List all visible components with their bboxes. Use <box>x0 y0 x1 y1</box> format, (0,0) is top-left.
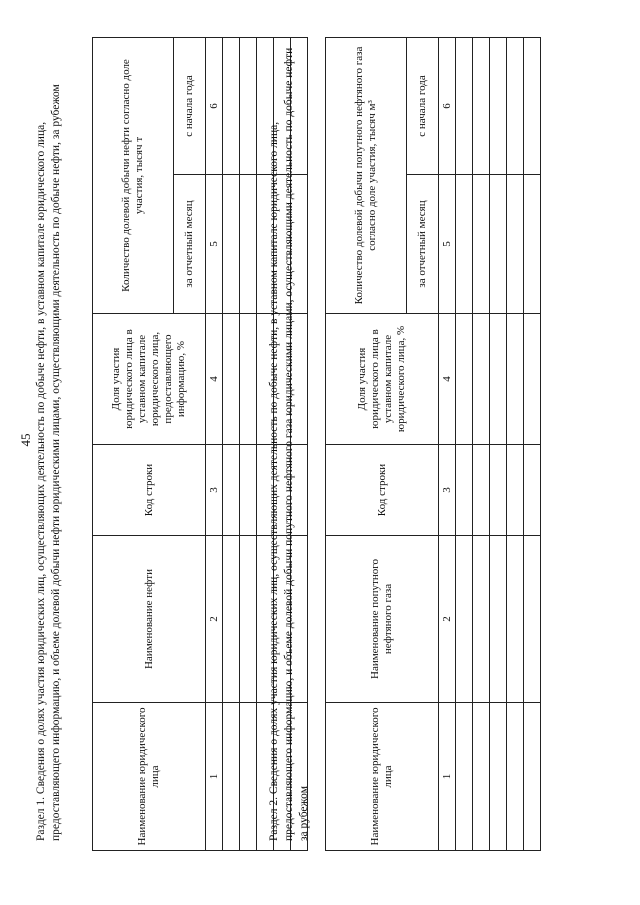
column-header-name: Наименование юридического лица <box>326 703 439 851</box>
table-cell <box>473 314 490 445</box>
section-2-heading: Раздел 2. Сведения о долях участия юридических лиц, осуществляющих деятельность по добыче нефти, в уставном капитале юридического лица, предоставляющего информацию, и объеме долевой добычи попутного нефтяного газа юридическими лицами, осуществляющими деятельность по добыче нефти за рубежом <box>268 47 310 841</box>
column-number-row <box>206 38 223 851</box>
column-header-volume: Количество долевой добычи нефти согласно доле участия, тысяч т <box>93 38 174 314</box>
column-number: 3 <box>439 445 456 536</box>
column-number: 4 <box>206 314 223 445</box>
table-cell <box>473 445 490 536</box>
column-header-product: Наименование нефти <box>93 536 206 703</box>
table-cell <box>223 175 240 314</box>
column-header-share: Доля участия юридического лица в уставном капитале юридического лица, предоставляющего информацию, % <box>93 314 206 445</box>
table-cell <box>456 175 473 314</box>
table-cell <box>223 445 240 536</box>
table-cell <box>240 175 257 314</box>
column-header-month: за отчетный месяц <box>174 175 206 314</box>
table-cell <box>507 703 524 851</box>
table-cell <box>240 703 257 851</box>
table-header-row <box>326 38 407 851</box>
column-number: 5 <box>206 175 223 314</box>
column-header-code: Код строки <box>326 445 439 536</box>
section-1-heading: Раздел 1. Сведения о долях участия юридических лиц, осуществляющих деятельность по добыче нефти, в уставном капитале юридического лица, предоставляющего информацию, и объеме долевой добычи нефти юридическими лицами, осуществляющими деятельность по добыче нефти, за рубежом <box>35 84 62 841</box>
column-header-name: Наименование юридического лица <box>93 703 206 851</box>
column-header-month: за отчетный месяц <box>407 175 439 314</box>
section-2-table <box>325 37 541 851</box>
table-cell <box>473 175 490 314</box>
table-cell <box>507 445 524 536</box>
table-row <box>456 38 473 851</box>
column-number: 3 <box>206 445 223 536</box>
column-number: 1 <box>206 703 223 851</box>
column-header-code: Код строки <box>93 445 206 536</box>
table-row <box>223 38 240 851</box>
table-cell <box>524 175 541 314</box>
table-cell <box>507 314 524 445</box>
table-cell <box>524 314 541 445</box>
table-cell <box>223 536 240 703</box>
table-cell <box>456 536 473 703</box>
table-cell <box>507 38 524 175</box>
table-cell <box>490 314 507 445</box>
table-cell <box>456 445 473 536</box>
table-cell <box>507 175 524 314</box>
table-header-row <box>93 38 174 851</box>
table-cell <box>490 445 507 536</box>
table-cell <box>223 703 240 851</box>
column-number: 2 <box>439 536 456 703</box>
table-cell <box>240 314 257 445</box>
table-cell <box>490 703 507 851</box>
column-number: 4 <box>439 314 456 445</box>
column-header-share: Доля участия юридического лица в уставном капитале юридического лица, % <box>326 314 439 445</box>
table-row <box>524 38 541 851</box>
table-cell <box>490 175 507 314</box>
column-number: 6 <box>439 38 456 175</box>
table-cell <box>456 314 473 445</box>
column-number: 1 <box>439 703 456 851</box>
table-cell <box>240 38 257 175</box>
table-cell <box>473 38 490 175</box>
table-cell <box>524 703 541 851</box>
table-row <box>490 38 507 851</box>
table-cell <box>223 314 240 445</box>
column-number: 6 <box>206 38 223 175</box>
table-cell <box>524 445 541 536</box>
table-row <box>473 38 490 851</box>
column-header-product: Наименование попутного нефтяного газа <box>326 536 439 703</box>
column-header-year: с начала года <box>174 38 206 175</box>
column-number: 2 <box>206 536 223 703</box>
table-cell <box>524 536 541 703</box>
table-cell <box>456 38 473 175</box>
column-number: 5 <box>439 175 456 314</box>
table-cell <box>524 38 541 175</box>
column-number-row <box>439 38 456 851</box>
table-cell <box>240 536 257 703</box>
table-cell <box>456 703 473 851</box>
table-row <box>240 38 257 851</box>
table-cell <box>240 445 257 536</box>
table-cell <box>223 38 240 175</box>
column-header-year: с начала года <box>407 38 439 175</box>
table-cell <box>473 536 490 703</box>
table-cell <box>490 536 507 703</box>
column-header-volume: Количество долевой добычи попутного нефтяного газа согласно доле участия, тысяч м³ <box>326 38 407 314</box>
table-cell <box>490 38 507 175</box>
page-number: 45 <box>18 433 33 447</box>
table-row <box>507 38 524 851</box>
table-cell <box>507 536 524 703</box>
table-cell <box>473 703 490 851</box>
